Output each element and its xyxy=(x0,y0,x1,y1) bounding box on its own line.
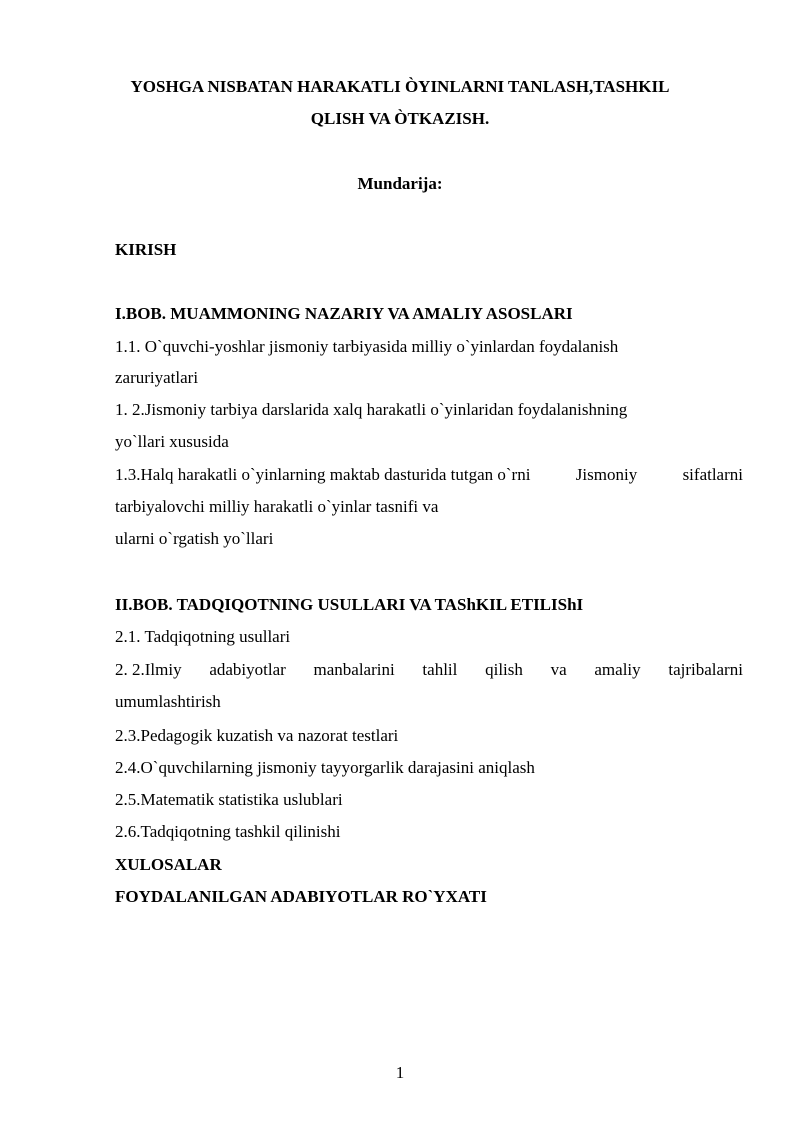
chapter2-item2-line1 xyxy=(115,659,743,681)
chapter1-item3-word: sifatlarni xyxy=(682,465,743,484)
chapter2-item5: 2.5.Matematik statistika uslublari xyxy=(115,790,343,809)
chapter2-item4: 2.4.O`quvchilarning jismoniy tayyorgarlik darajasini aniqlash xyxy=(115,758,535,777)
chapter1-item1-line1: 1.1. O`quvchi-yoshlar jismoniy tarbiyasida milliy o`yinlardan foydalanish xyxy=(115,337,619,356)
chapter2-item2-word: tahlil xyxy=(422,660,458,679)
chapter1-item3-line2: tarbiyalovchi milliy harakatli o`yinlar tasnifi va xyxy=(115,497,439,516)
chapter1-item2-line2: yo`llari xususida xyxy=(115,432,229,451)
chapter2-item2-word: manbalarini xyxy=(313,660,395,679)
chapter2-item2-word: amaliy xyxy=(594,660,641,679)
chapter1-heading: I.BOB. MUAMMONING NAZARIY VA AMALIY ASOSLARI xyxy=(115,304,573,323)
chapter2-item2-line2: umumlashtirish xyxy=(115,692,221,711)
chapter1-item2-line1: 1. 2.Jismoniy tarbiya darslarida xalq harakatli o`yinlaridan foydalanishning xyxy=(115,400,628,419)
chapter2-item6: 2.6.Tadqiqotning tashkil qilinishi xyxy=(115,822,341,841)
chapter2-item3: 2.3.Pedagogik kuzatish va nazorat testlari xyxy=(115,726,399,745)
chapter2-item2-word: va xyxy=(550,660,567,679)
page-number: 1 xyxy=(395,1063,405,1082)
chapter2-item2-word: adabiyotlar xyxy=(209,660,286,679)
chapter2-item2-word: qilish xyxy=(485,660,523,679)
contents-heading: Mundarija: xyxy=(357,174,443,193)
chapter1-item3-word: Jismoniy xyxy=(575,465,638,484)
conclusions-entry: XULOSALAR xyxy=(115,855,222,874)
chapter1-item3-line3: ularni o`rgatish yo`llari xyxy=(115,529,274,548)
document-title-line-1: YOSHGA NISBATAN HARAKATLI ÒYINLARNI TANLASH,TASHKIL xyxy=(130,77,670,96)
chapter2-item1: 2.1. Tadqiqotning usullari xyxy=(115,627,291,646)
document-title-line-2: QLISH VA ÒTKAZISH. xyxy=(310,109,490,128)
chapter2-item2-word: tajribalarni xyxy=(668,660,743,679)
chapter2-item2-word: 2. 2.Ilmiy xyxy=(115,660,182,679)
intro-entry: KIRISH xyxy=(115,240,177,259)
chapter1-item3-word: 1.3.Halq harakatli o`yinlarning maktab dasturida tutgan o`rni xyxy=(115,465,531,484)
chapter1-item1-line2: zaruriyatlari xyxy=(115,368,199,387)
references-entry: FOYDALANILGAN ADABIYOTLAR RO`YXATI xyxy=(115,887,487,906)
chapter2-heading: II.BOB. TADQIQOTNING USULLARI VA TAShKIL ETILIShI xyxy=(115,595,584,614)
chapter1-item3-line1 xyxy=(115,464,743,486)
